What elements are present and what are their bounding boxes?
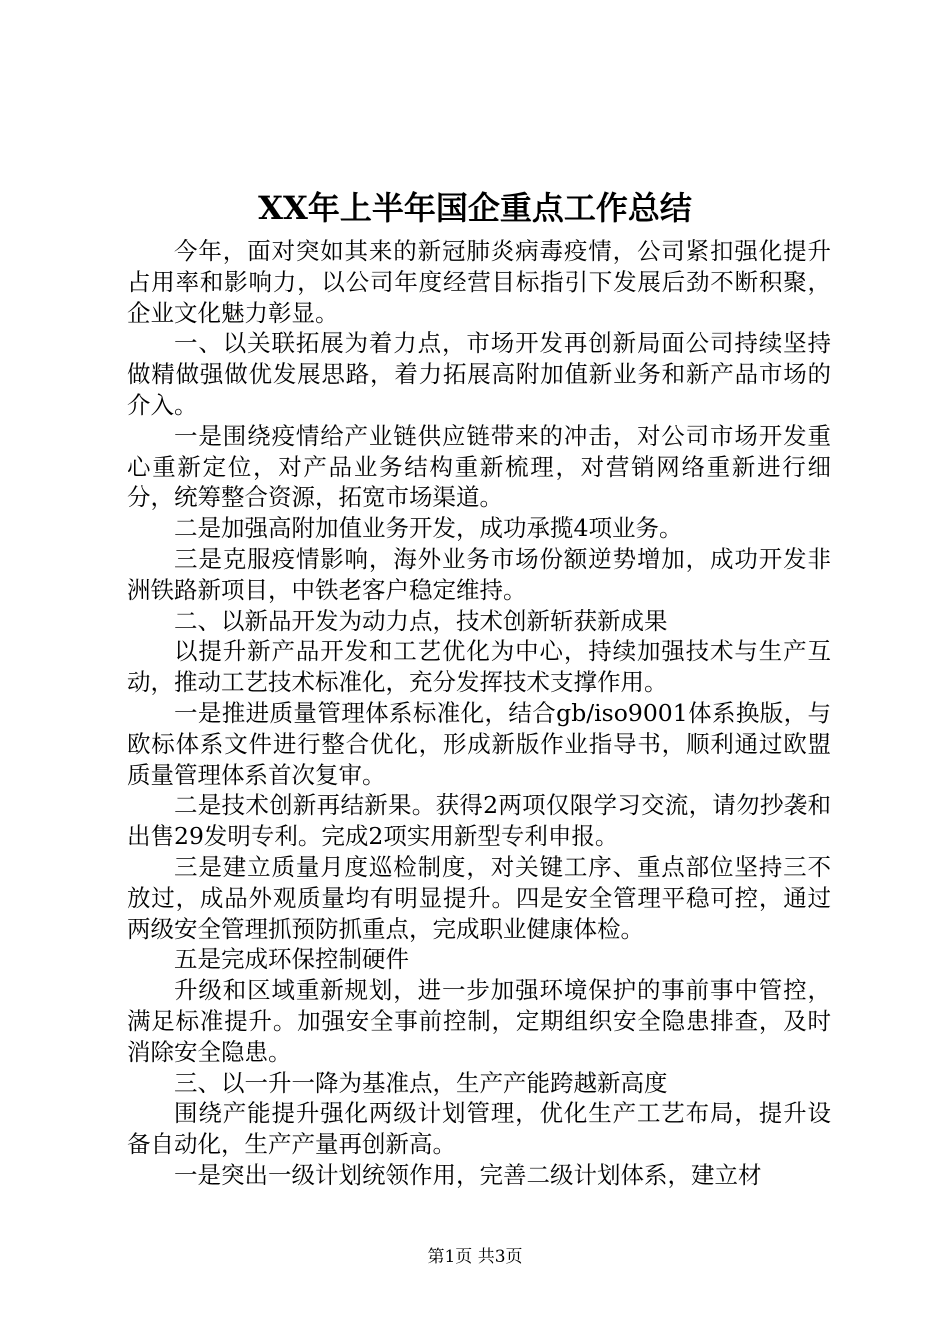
- paragraph: 一是推进质量管理体系标准化，结合gb/iso9001体系换版，与欧标体系文件进行整合优化，形成新版作业指导书，顺利通过欧盟质量管理体系首次复审。: [127, 698, 831, 789]
- page-footer: 第1页 共3页: [427, 1247, 523, 1267]
- paragraph: 二是技术创新再结新果。获得2两项仅限学习交流，请勿抄袭和出售29发明专利。完成2项实用新型专利申报。: [127, 791, 831, 851]
- paragraph: 二、以新品开发为动力点，技术创新斩获新成果: [174, 606, 668, 635]
- paragraph: 一、以关联拓展为着力点，市场开发再创新局面公司持续坚持做精做强做优发展思路，着力拓展高附加值新业务和新产品市场的介入。: [127, 329, 831, 419]
- document-body: [127, 236, 831, 1191]
- paragraph: 以提升新产品开发和工艺优化为中心，持续加强技术与生产互动，推动工艺技术标准化，充分发挥技术支撑作用。: [127, 637, 831, 697]
- document-title: XX年上半年国企重点工作总结: [258, 189, 692, 227]
- paragraph: 三是建立质量月度巡检制度，对关键工序、重点部位坚持三不放过，成品外观质量均有明显提升。四是安全管理平稳可控，通过两级安全管理抓预防抓重点，完成职业健康体检。: [127, 852, 831, 943]
- paragraph: 三、以一升一降为基准点，生产产能跨越新高度: [174, 1068, 668, 1097]
- paragraph: 一是围绕疫情给产业链供应链带来的冲击，对公司市场开发重心重新定位，对产品业务结构重新梳理，对营销网络重新进行细分，统筹整合资源，拓宽市场渠道。: [127, 421, 831, 512]
- paragraph: 升级和区域重新规划，进一步加强环境保护的事前事中管控，满足标准提升。加强安全事前控制，定期组织安全隐患排查，及时消除安全隐患。: [127, 976, 831, 1066]
- paragraph: 二是加强高附加值业务开发，成功承揽4项业务。: [174, 514, 683, 543]
- paragraph: 五是完成环保控制硬件: [174, 945, 409, 974]
- paragraph: 今年，面对突如其来的新冠肺炎病毒疫情，公司紧扣强化提升占用率和影响力，以公司年度经营目标指引下发展后劲不断积聚，企业文化魅力彰显。: [127, 237, 831, 327]
- paragraph: 围绕产能提升强化两级计划管理，优化生产工艺布局，提升设备自动化，生产产量再创新高。: [127, 1099, 831, 1159]
- paragraph: 一是突出一级计划统领作用，完善二级计划体系，建立材: [174, 1160, 762, 1189]
- paragraph: 三是克服疫情影响，海外业务市场份额逆势增加，成功开发非洲铁路新项目，中铁老客户稳定维持。: [127, 544, 831, 604]
